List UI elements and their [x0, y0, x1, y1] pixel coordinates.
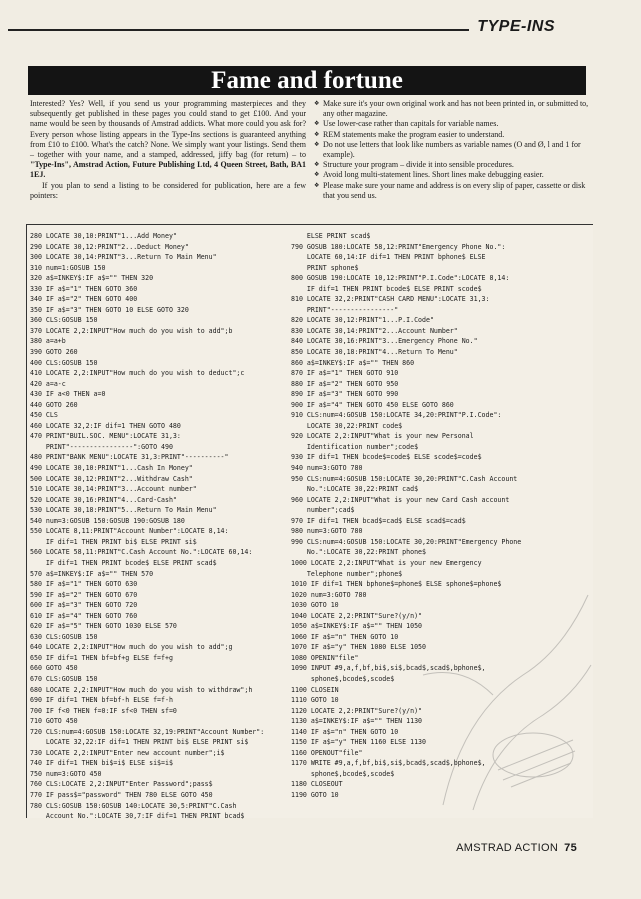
listing-line: LOCATE 30,22:PRINT code$ [291, 421, 403, 430]
listing-line: 1010 IF dif=1 THEN bphone$=phone$ ELSE sphone$=phone$ [291, 580, 502, 589]
listing-line: PRINT"----------------" [291, 305, 399, 314]
listing-line: Account No.":LOCATE 30,7:IF dif=1 THEN PRINT bcad$ [30, 812, 245, 821]
listing-line: 740 IF dif=1 THEN bi$=i$ ELSE si$=i$ [30, 759, 173, 768]
listing-line: 460 LOCATE 32,2:IF dif=1 THEN GOTO 480 [30, 421, 181, 430]
listing-line: 610 IF a$="4" THEN GOTO 760 [30, 611, 138, 620]
listing-line: 820 LOCATE 30,12:PRINT"1...P.I.Code" [291, 316, 434, 325]
listing-line: 510 LOCATE 30,14:PRINT"3...Account number" [30, 485, 197, 494]
listing-line: 360 CLS:GOSUB 150 [30, 316, 98, 325]
listing-line: 780 CLS:GOSUB 150:GOSUB 140:LOCATE 30,5:PRINT"C.Cash [30, 801, 237, 810]
listing-line: LOCATE 60,14:IF dif=1 THEN PRINT bphone$ ELSE [291, 253, 486, 262]
listing-line: 910 CLS:num=4:GOSUB 150:LOCATE 34,20:PRINT"P.I.Code": [291, 411, 502, 420]
listing-line: 870 IF a$="1" THEN GOTO 910 [291, 369, 399, 378]
listing-line: number";cad$ [291, 506, 355, 515]
listing-line: 1150 IF a$="y" THEN 1160 ELSE 1130 [291, 738, 426, 747]
listing-line: 1170 WRITE #9,a,f,bf,bi$,si$,bcad$,scad$,bphone$, [291, 759, 486, 768]
listing-line: 420 a=a-c [30, 379, 66, 388]
listing-line: 980 num=3:GOTO 780 [291, 527, 363, 536]
listing-line: 470 PRINT"BUIL.SOC. MENU":LOCATE 31,3: [30, 432, 181, 441]
listing-line: 490 LOCATE 30,10:PRINT"1...Cash In Money" [30, 464, 193, 473]
listing-line: 530 LOCATE 30,18:PRINT"5...Return To Main Menu" [30, 506, 217, 515]
listing-line: 680 LOCATE 2,2:INPUT"How much do you wish to withdraw";h [30, 685, 253, 694]
listing-line: 1000 LOCATE 2,2:INPUT"What is your new Emergency [291, 558, 482, 567]
listing-line: 1070 IF a$="y" THEN 1080 ELSE 1050 [291, 643, 426, 652]
listing-line: ELSE PRINT scad$ [291, 232, 371, 240]
article-title-band [28, 66, 586, 95]
listing-line: 480 PRINT"BANK MENU":LOCATE 31,3:PRINT"----------" [30, 453, 229, 462]
pointer-item: ❖ Avoid long multi-statement lines. Short lines make debugging easier. [314, 170, 592, 180]
listing-line: 630 CLS:GOSUB 150 [30, 632, 98, 641]
pointers-list [314, 99, 592, 201]
listing-line: 540 num=3:GOSUB 150:GOSUB 190:GOSUB 180 [30, 516, 185, 525]
page-footer [456, 842, 577, 854]
pointer-item: ❖ Please make sure your name and address is on every slip of paper, cassette or disk that you send us. [314, 181, 592, 201]
listing-line: 1160 OPENOUT"file" [291, 748, 363, 757]
listing-line: 930 IF dif=1 THEN bcode$=code$ ELSE scode$=code$ [291, 453, 482, 462]
program-listing [26, 224, 593, 821]
listing-line: 690 IF dif=1 THEN bf=bf-h ELSE f=f-h [30, 696, 173, 705]
listing-line: 660 GOTO 450 [30, 664, 78, 673]
listing-line: 840 LOCATE 30,16:PRINT"3...Emergency Phone No." [291, 337, 478, 346]
listing-line: IF dif=1 THEN PRINT bi$ ELSE PRINT si$ [30, 537, 197, 546]
listing-line: 750 num=3:GOTO 450 [30, 769, 102, 778]
listing-line: 950 CLS:num=4:GOSUB 150:LOCATE 30,20:PRINT"C.Cash Account [291, 474, 518, 483]
listing-line: 800 GOSUB 190:LOCATE 10,12:PRINT"P.I.Code":LOCATE 8,14: [291, 274, 510, 283]
listing-line: 1020 num=3:GOTO 780 [291, 590, 367, 599]
listing-line: 1190 GOTO 10 [291, 790, 339, 799]
listing-line: No.":LOCATE 30,22:PRINT cad$ [291, 485, 419, 494]
listing-line: 600 IF a$="3" THEN GOTO 720 [30, 601, 138, 610]
page-number: 75 [564, 842, 577, 854]
listing-line: 280 LOCATE 30,10:PRINT"1...Add Money" [30, 232, 177, 240]
listing-line: 560 LOCATE 58,11:PRINT"C.Cash Account No.":LOCATE 60,14: [30, 548, 253, 557]
listing-line: 350 IF a$="3" THEN GOTO 10 ELSE GOTO 320 [30, 305, 189, 314]
listing-line: 890 IF a$="3" THEN GOTO 990 [291, 390, 399, 399]
listing-line: 450 CLS [30, 411, 58, 420]
listing-line: 310 num=1:GOSUB 150 [30, 263, 106, 272]
listing-line: 1180 CLOSEOUT [291, 780, 343, 789]
listing-line: 1100 CLOSEIN [291, 685, 339, 694]
listing-line: sphone$,bcode$,scode$ [291, 674, 395, 683]
listing-line: Telephone number";phone$ [291, 569, 403, 578]
listing-line: 370 LOCATE 2,2:INPUT"How much do you wish to add";b [30, 326, 233, 335]
listing-line: 290 LOCATE 30,12:PRINT"2...Deduct Money" [30, 242, 189, 251]
intro-paragraph [30, 99, 306, 181]
listing-line: 880 IF a$="2" THEN GOTO 950 [291, 379, 399, 388]
listing-line: 570 a$=INKEY$:IF a$="" THEN 570 [30, 569, 154, 578]
submission-address: "Type-Ins", Amstrad Action, Future Publishing Ltd, 4 Queen Street, Bath, BA1 1EJ. [30, 160, 306, 180]
listing-line: 960 LOCATE 2,2:INPUT"What is your new Card Cash account [291, 495, 510, 504]
listing-line: LOCATE 32,22:IF dif=1 THEN PRINT bi$ ELSE PRINT si$ [30, 738, 249, 747]
listing-line: 590 IF a$="2" THEN GOTO 670 [30, 590, 138, 599]
listing-line: 520 LOCATE 30,16:PRINT"4...Card-Cash" [30, 495, 177, 504]
intro-paragraph-2: If you plan to send a listing to be considered for publication, here are a few pointers: [30, 180, 306, 200]
listing-line: sphone$,bcode$,scode$ [291, 769, 395, 778]
listing-line: PRINT sphone$ [291, 263, 359, 272]
listing-line: 1140 IF a$="n" THEN GOTO 10 [291, 727, 399, 736]
listing-line: Identification number";code$ [291, 442, 419, 451]
listing-line: 1090 INPUT #9,a,f,bf,bi$,si$,bcad$,scad$,bphone$, [291, 664, 486, 673]
listing-line: 400 CLS:GOSUB 150 [30, 358, 98, 367]
listing-line: 770 IF pass$="password" THEN 780 ELSE GOTO 450 [30, 790, 213, 799]
header-rule [8, 29, 549, 31]
listing-line: 940 num=3:GOTO 780 [291, 464, 363, 473]
listing-line: 1080 OPENIN"file" [291, 653, 359, 662]
intro-text [30, 99, 306, 201]
listing-line: 300 LOCATE 30,14:PRINT"3...Return To Main Menu" [30, 253, 217, 262]
listing-line: 640 LOCATE 2,2:INPUT"How much do you wish to add";g [30, 643, 233, 652]
listing-line: 710 GOTO 450 [30, 717, 78, 726]
listing-line: 650 IF dif=1 THEN bf=bf+g ELSE f=f+g [30, 653, 173, 662]
magazine-name: AMSTRAD ACTION [456, 842, 559, 854]
listing-line: 500 LOCATE 30,12:PRINT"2...Withdraw Cash" [30, 474, 193, 483]
listing-line: 900 IF a$="4" THEN GOTO 450 ELSE GOTO 860 [291, 400, 454, 409]
listing-line: 810 LOCATE 32,2:PRINT"CASH CARD MENU":LOCATE 31,3: [291, 295, 490, 304]
listing-line: 970 IF dif=1 THEN bcad$=cad$ ELSE scad$=cad$ [291, 516, 466, 525]
listing-line: 1050 a$=INKEY$:IF a$="" THEN 1050 [291, 622, 423, 631]
listing-line: 410 LOCATE 2,2:INPUT"How much do you wish to deduct";c [30, 369, 245, 378]
listing-line: 390 GOTO 260 [30, 348, 78, 357]
listing-line: No.":LOCATE 30,22:PRINT phone$ [291, 548, 426, 557]
listing-line: 790 GOSUB 180:LOCATE 58,12:PRINT"Emergency Phone No.": [291, 242, 506, 251]
listing-line: 860 a$=INKEY$:IF a$="" THEN 860 [291, 358, 415, 367]
listing-column-left [30, 231, 264, 822]
listing-line: 670 CLS:GOSUB 150 [30, 674, 98, 683]
listing-line: 1130 a$=INKEY$:IF a$="" THEN 1130 [291, 717, 423, 726]
listing-line: 1030 GOTO 10 [291, 601, 339, 610]
article-title: Fame and fortune [211, 67, 403, 94]
listing-line: 720 CLS:num=4:GOSUB 150:LOCATE 32,19:PRINT"Account Number": [30, 727, 265, 736]
section-label: TYPE-INS [469, 18, 555, 36]
listing-line: 1110 GOTO 10 [291, 696, 339, 705]
listing-line: 320 a$=INKEY$:IF a$="" THEN 320 [30, 274, 154, 283]
listing-line: PRINT"----------------":GOTO 490 [30, 442, 173, 451]
listing-line: 330 IF a$="1" THEN GOTO 360 [30, 284, 138, 293]
listing-line: 1060 IF a$="n" THEN GOTO 10 [291, 632, 399, 641]
pointer-item: ❖ REM statements make the program easier to understand. [314, 130, 592, 140]
intro-text-body: Interested? Yes? Well, if you send us your programming masterpieces and they subsequently get published in these pages you could stand to get £100. And your name would be seen by thousands of Amstrad addicts. What more could you ask for? Every person whose listing appears in the Type-Ins sections is guaranteed anything from £10 to £100. What's the catch? None. We simply want your listings. Send them – together with your name, and a stamped, addressed, jiffy bag (for return) – to [30, 99, 306, 160]
listing-line: 380 a=a+b [30, 337, 66, 346]
listing-line: 1120 LOCATE 2,2:PRINT"Sure?(y/n)" [291, 706, 423, 715]
listing-line: 550 LOCATE 8,11:PRINT"Account Number":LOCATE 8,14: [30, 527, 229, 536]
listing-line: 920 LOCATE 2,2:INPUT"What is your new Personal [291, 432, 474, 441]
pointer-item: ❖ Do not use letters that look like numbers as variable names (O and Ø, l and 1 for example). [314, 140, 592, 160]
listing-line: 730 LOCATE 2,2:INPUT"Enter new account number";i$ [30, 748, 225, 757]
listing-line: 430 IF a<0 THEN a=0 [30, 390, 106, 399]
pointer-item: ❖ Make sure it's your own original work and has not been printed in, or submitted to, any other magazine. [314, 99, 592, 119]
listing-line: 700 IF f<0 THEN f=0:IF sf<0 THEN sf=0 [30, 706, 177, 715]
background-illustration [403, 555, 593, 815]
listing-line: 850 LOCATE 30,18:PRINT"4...Return To Menu" [291, 348, 458, 357]
listing-line: 440 GOTO 260 [30, 400, 78, 409]
pointer-item: ❖ Structure your program – divide it into sensible procedures. [314, 160, 592, 170]
listing-line: 340 IF a$="2" THEN GOTO 400 [30, 295, 138, 304]
listing-line: IF dif=1 THEN PRINT bcode$ ELSE PRINT scode$ [291, 284, 482, 293]
section-header [0, 18, 641, 34]
listing-line: 830 LOCATE 30,14:PRINT"2...Account Number" [291, 326, 458, 335]
listing-line: 760 CLS:LOCATE 2,2:INPUT"Enter Password";pass$ [30, 780, 213, 789]
listing-line: 580 IF a$="1" THEN GOTO 630 [30, 580, 138, 589]
listing-line: 620 IF a$="5" THEN GOTO 1030 ELSE 570 [30, 622, 177, 631]
pointer-item: ❖ Use lower-case rather than capitals for variable names. [314, 119, 592, 129]
listing-line: 1040 LOCATE 2,2:PRINT"Sure?(y/n)" [291, 611, 423, 620]
listing-line: IF dif=1 THEN PRINT bcode$ ELSE PRINT scad$ [30, 558, 217, 567]
listing-line: 990 CLS:num=4:GOSUB 150:LOCATE 30,20:PRINT"Emergency Phone [291, 537, 522, 546]
